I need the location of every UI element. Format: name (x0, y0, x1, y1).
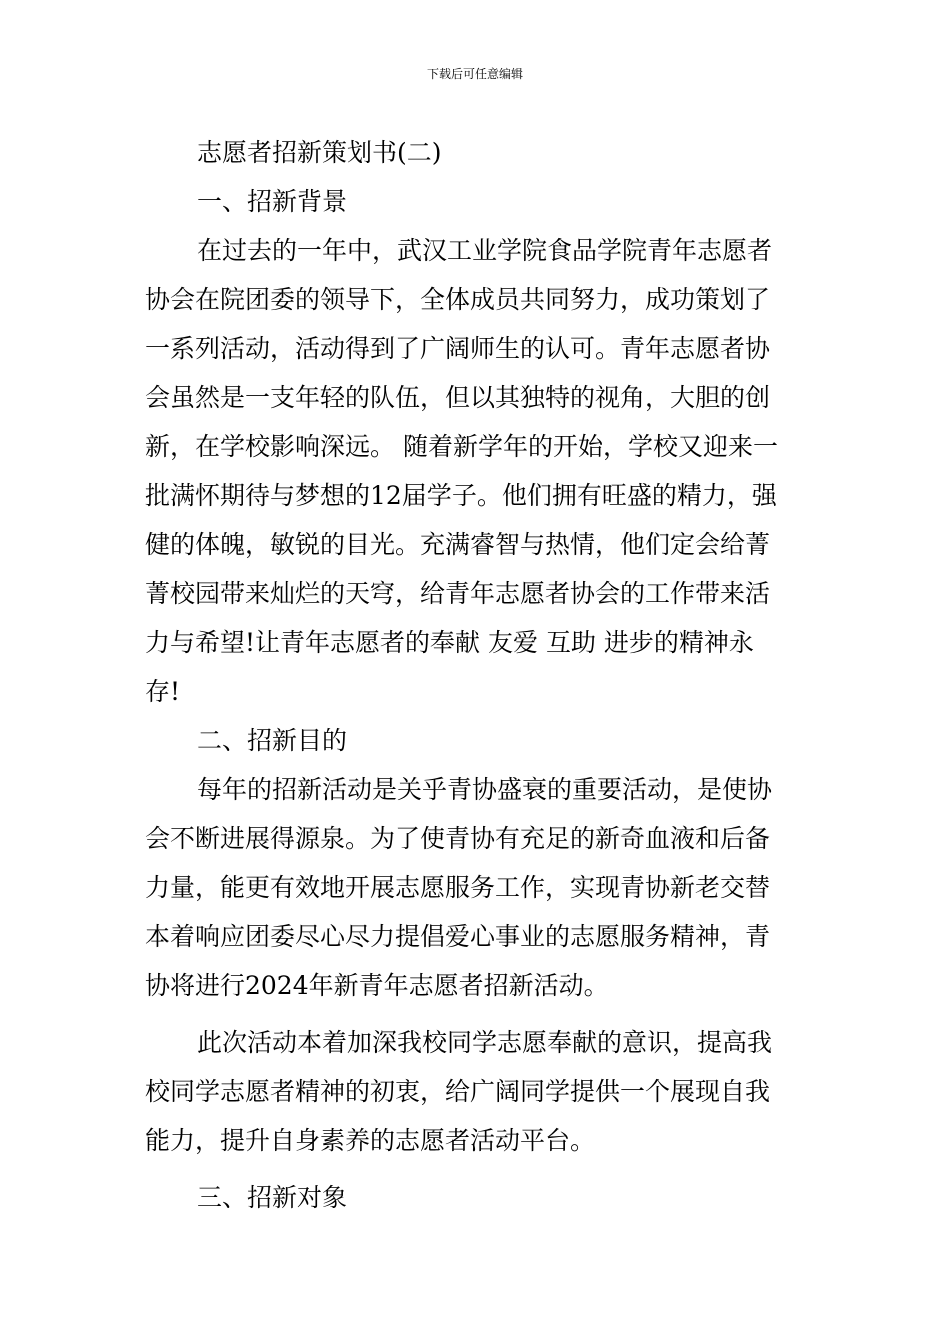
paragraph-line: 力量，能更有效地开展志愿服务工作，实现青协新老交替 (145, 873, 771, 902)
section-heading: 二、招新目的 (197, 726, 348, 755)
header-note: 下载后可任意编辑 (426, 67, 523, 81)
paragraph-line: 批满怀期待与梦想的12届学子。他们拥有旺盛的精力，强 (145, 481, 777, 510)
paragraph-line: 校同学志愿者精神的初衷，给广阔同学提供一个展现自我 (145, 1077, 771, 1106)
paragraph-line: 一系列活动，活动得到了广阔师生的认可。青年志愿者协 (145, 334, 771, 363)
paragraph-line: 会不断进展得源泉。为了使青协有充足的新奇血液和后备 (145, 824, 771, 853)
paragraph-line: 本着响应团委尽心尽力提倡爱心事业的志愿服务精神，青 (145, 922, 771, 951)
section-heading: 三、招新对象 (197, 1183, 348, 1212)
paragraph (145, 1018, 807, 1165)
paragraph-line: 此次活动本着加深我校同学志愿奉献的意识，提高我 (197, 1028, 773, 1057)
paragraph-line: 新，在学校影响深远。 随着新学年的开始，学校又迎来一 (145, 432, 778, 461)
paragraph (145, 765, 807, 1010)
paragraph-line: 会虽然是一支年轻的队伍，但以其独特的视角，大胆的创 (145, 383, 771, 412)
document-title: 志愿者招新策划书(二) (197, 138, 442, 167)
paragraph-line: 在过去的一年中，武汉工业学院食品学院青年志愿者 (197, 236, 773, 265)
paragraph-line: 协会在院团委的领导下，全体成员共同努力，成功策划了 (145, 285, 771, 314)
paragraph-line: 协将进行2024年新青年志愿者招新活动。 (145, 971, 609, 1000)
paragraph-line: 存! (145, 677, 181, 706)
paragraph-line: 菁校园带来灿烂的天穹，给青年志愿者协会的工作带来活 (145, 579, 771, 608)
paragraph-line: 力与希望!让青年志愿者的奉献 友爱 互助 进步的精神永 (145, 628, 754, 657)
paragraph-line: 能力，提升自身素养的志愿者活动平台。 (145, 1126, 596, 1155)
paragraph-line: 健的体魄，敏锐的目光。充满睿智与热情，他们定会给菁 (145, 530, 771, 559)
paragraph (145, 226, 807, 716)
paragraph-line: 每年的招新活动是关乎青协盛衰的重要活动，是使协 (197, 775, 773, 804)
document-body (145, 128, 807, 1222)
section-heading: 一、招新背景 (197, 187, 348, 216)
